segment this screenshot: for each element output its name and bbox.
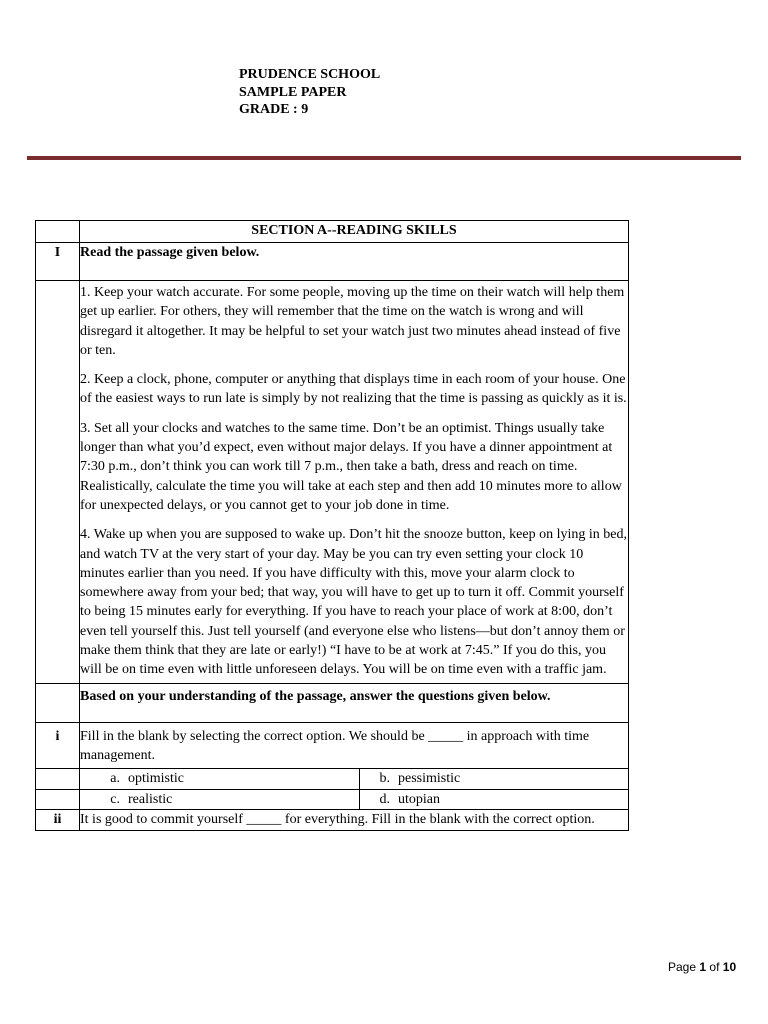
- option-a: [80, 769, 360, 789]
- passage-paragraph-4: 4. Wake up when you are supposed to wake up. Don’t hit the snooze button, keep on lying in bed, and watch TV at the very start of your day. May be you can try even setting your clock 10 minutes earlier than you need. If you have difficulty with this, move your alarm clock to somewhere away from your bed; that way, you will have to get up to turn it off. Commit yourself to being 15 minutes early for everything. If you have to reach your place of work at 8:00, don’t even tell yourself this. Just tell yourself (and everyone else who listens—but don’t annoy them or make them think that they are late or early!) “I have to be at work at 7:45.” If you do this, you will be on time even with little unforeseen delays. You will be on time even with a traffic jam.: [80, 527, 627, 678]
- questions-instruction-row: [36, 683, 629, 722]
- section-title-row: [36, 221, 629, 243]
- empty-number-cell: [36, 683, 80, 722]
- question-number: I: [36, 243, 80, 281]
- empty-number-cell: [36, 281, 80, 684]
- page-of: of: [709, 960, 720, 974]
- option-text: pessimistic: [398, 771, 461, 787]
- question-text: It is good to commit yourself _____ for everything. Fill in the blank with the correct option.: [80, 809, 629, 830]
- question-row: [36, 722, 629, 769]
- empty-number-cell: [36, 221, 80, 243]
- passage-row: [36, 281, 629, 684]
- options-row: [36, 769, 629, 789]
- questions-instruction: Based on your understanding of the passage, answer the questions given below.: [80, 683, 629, 722]
- question-text: Fill in the blank by selecting the correct option. We should be _____ in approach with time management.: [80, 722, 629, 769]
- school-name: PRUDENCE SCHOOL: [239, 67, 381, 82]
- option-text: realistic: [128, 791, 173, 807]
- option-letter: b.: [379, 771, 390, 787]
- passage-paragraph-3: 3. Set all your clocks and watches to the same time. Don’t be an optimist. Things usually take longer than what you’d expect, even without major delays. If you have a dinner appointment at 7:30 p.m., don’t think you can work till 7 p.m., then take a bath, dress and reach on time. Realistically, calculate the time you will take at each step and then add 10 minutes more to allow for unexpected delays, or you cannot get to your job done in time.: [80, 420, 622, 513]
- question-number: i: [36, 722, 80, 769]
- option-d: [360, 789, 629, 809]
- page-current: 1: [699, 960, 707, 974]
- page-label: Page: [668, 960, 697, 974]
- page-footer: [668, 960, 736, 974]
- header-divider: [27, 156, 741, 160]
- option-c: [80, 789, 360, 809]
- passage-paragraph-2: 2. Keep a clock, phone, computer or anything that displays time in each room of your house. One of the easiest ways to run late is simply by not realizing that the time is passing as quickly as it is.: [80, 372, 627, 407]
- grade-label: GRADE : 9: [239, 102, 309, 117]
- option-b: [360, 769, 629, 789]
- option-text: utopian: [398, 791, 440, 807]
- option-text: optimistic: [128, 771, 184, 787]
- option-letter: a.: [110, 771, 120, 787]
- empty-number-cell: [36, 769, 80, 789]
- page-total: 10: [722, 960, 737, 974]
- section-title: SECTION A--READING SKILLS: [80, 221, 629, 243]
- question-row: [36, 809, 629, 830]
- document-header: [239, 66, 380, 119]
- option-letter: c.: [110, 791, 120, 807]
- passage-instruction: Read the passage given below.: [80, 243, 629, 281]
- passage: [80, 281, 629, 684]
- paper-title: SAMPLE PAPER: [239, 84, 347, 100]
- option-letter: d.: [379, 791, 390, 807]
- empty-number-cell: [36, 789, 80, 809]
- instruction-row: [36, 243, 629, 281]
- question-table: [35, 220, 629, 831]
- question-number: ii: [36, 809, 80, 830]
- passage-paragraph-1: 1. Keep your watch accurate. For some people, moving up the time on their watch will help them get up earlier. For others, they will remember that the time on the watch is wrong and will disregard it altogether. It may be helpful to set your watch just two minutes ahead instead of five or ten.: [80, 285, 625, 358]
- options-row: [36, 789, 629, 809]
